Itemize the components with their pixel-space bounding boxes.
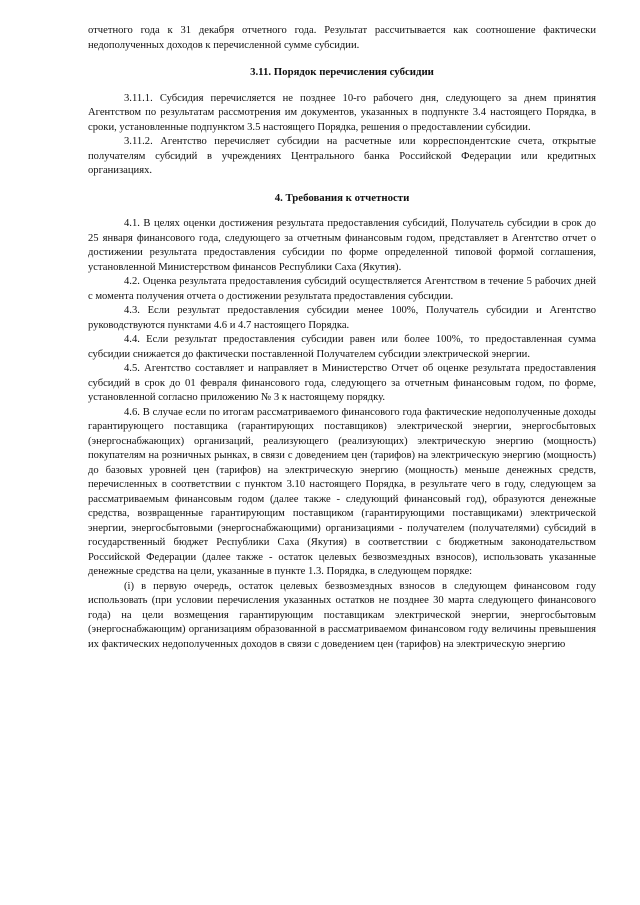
paragraph-4-3: 4.3. Если результат предоставления субсидии менее 100%, Получатель субсидии и Агентство руководствуются пунктами 4.6 и 4.7 настоящего Порядка. [88, 305, 596, 331]
paragraph-4-5: 4.5. Агентство составляет и направляет в Министерство Отчет об оценке результата предоставления субсидий в срок до 01 февраля финансового года, следующего за отчетным финансовым годом, по форме, установленной согласно приложению № 3 к настоящему порядку. [88, 363, 596, 403]
paragraph-4-2: 4.2. Оценка результата предоставления субсидий осуществляется Агентством в течение 5 рабочих дней с момента получения отчета о достижении результата предоставления субсидии. [88, 276, 596, 302]
paragraph-4-4: 4.4. Если результат предоставления субсидии равен или более 100%, то предоставленная сумма субсидии снижается до фактически поставленной Получателем субсидии электрической энергии. [88, 334, 596, 360]
paragraph-4-6-i: (i) в первую очередь, остаток целевых безвозмездных взносов в следующем финансовом году использовать (при условии перечисления указанных остатков не позднее 30 марта следующего финансового года) на цели возмещения гарантирующим поставщикам электрической энергии, энергосбытовым (энергоснабжающим) организациям образованной в рассматриваемом финансовом году величины превышения их фактических недополученных доходов в связи с доведением цен (тарифов) на электрическую энергию [88, 580, 596, 650]
section-heading-3-11: 3.11. Порядок перечисления субсидии [250, 66, 434, 78]
intro-paragraph: отчетного года к 31 декабря отчетного года. Результат рассчитывается как соотношение фактически недополученных доходов к перечисленной сумме субсидии. [88, 25, 596, 51]
paragraph-3-11-2: 3.11.2. Агентство перечисляет субсидии на расчетные или корреспондентские счета, открытые получателям субсидий в учреждениях Центрального банка Российской Федерации или кредитных организациях. [88, 136, 596, 176]
section-heading-4: 4. Требования к отчетности [274, 191, 410, 204]
paragraph-4-1: 4.1. В целях оценки достижения результата предоставления субсидий, Получатель субсидии в срок до 25 января финансового года, следующего за отчетным финансовым годом, представляет в Агентство отчет о достижении результата предоставления субсидии по форме определенной типовой формой соглашения, установленной Министерством финансов Республики Саха (Якутия). [88, 218, 596, 273]
paragraph-4-6: 4.6. В случае если по итогам рассматриваемого финансового года фактические недополученные доходы гарантирующего поставщика (гарантирующих поставщиков) электрической энергии, энергосбытовых (энергоснабжающих) организаций, реализующего (реализующих) электрическую энергию (мощность) покупателям на розничных рынках, в связи с доведением цен (тарифов) на электрическую энергию (мощность) до базовых уровней цен (тарифов) на электрическую энергию (мощность) меньше денежных средств, перечисленных в соответствии с пунктом 3.10 настоящего Порядка, в результате чего в году, следующем за рассматриваемым финансовым годом (далее также - следующий финансовый год), образуются денежные средства, возвращенные гарантирующим поставщиком (гарантирующими поставщиками) электрической энергии, энергосбытовыми (энергоснабжающими) организациями - получателем (получателями) субсидий в государственный бюджет Республики Саха (Якутия) в соответствии с бюджетным законодательством Российской Федерации (далее также - остаток целевых безвозмездных взносов), использовать указанные денежные средства на цели, указанные в пункте 1.3. Порядка, в следующем порядке: [88, 406, 596, 577]
paragraph-3-11-1: 3.11.1. Субсидия перечисляется не позднее 10-го рабочего дня, следующего за днем принятия Агентством по результатам рассмотрения им документов, указанных в подпункте 3.4 настоящего Порядка, в сроки, установленные подпунктом 3.5 настоящего Порядка, решения о предоставлении субсидии. [88, 92, 596, 133]
